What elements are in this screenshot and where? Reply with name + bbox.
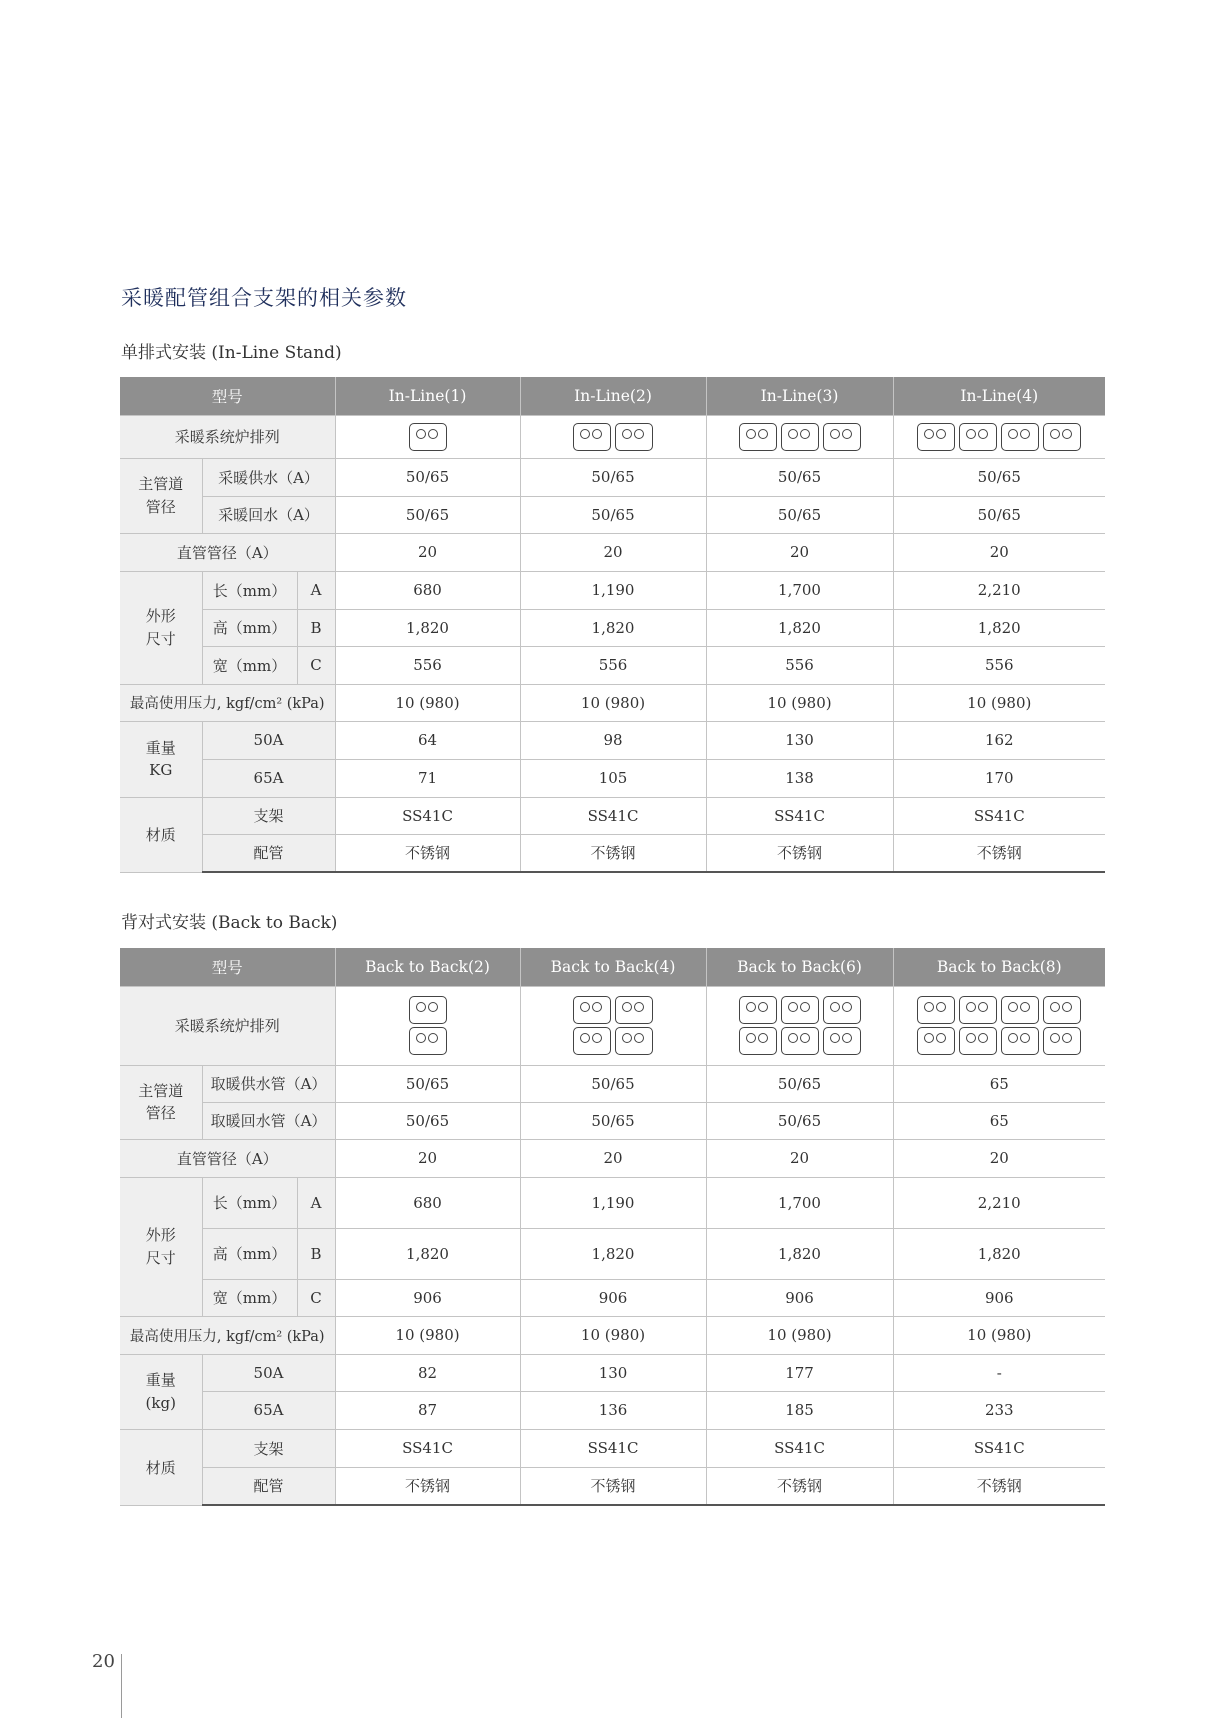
boiler-icon: [573, 1027, 611, 1055]
boiler-icon: [409, 1027, 447, 1055]
pressure-label: 最高使用压力, kgf/cm² (kPa): [120, 684, 335, 721]
boiler-row: [521, 1027, 706, 1055]
cell: 50/65: [335, 1102, 520, 1139]
cell: 87: [335, 1391, 520, 1429]
model-col: In-Line(2): [520, 377, 706, 415]
w50-label: 50A: [202, 1354, 335, 1391]
pressure-label: 最高使用压力, kgf/cm² (kPa): [120, 1316, 335, 1354]
cell: 98: [520, 721, 706, 759]
boiler-arrangement: [335, 415, 520, 458]
boiler-icon: [823, 1027, 861, 1055]
cell: 50/65: [893, 458, 1105, 496]
frame-label: 支架: [202, 797, 335, 834]
return-label: 取暖回水管（A）: [202, 1102, 335, 1139]
cell: 680: [335, 571, 520, 609]
width-code: C: [297, 1279, 335, 1316]
cell: 不锈钢: [335, 834, 520, 872]
model-col: Back to Back(8): [893, 948, 1105, 986]
boiler-icon: [823, 996, 861, 1024]
boiler-icon: [1001, 423, 1039, 451]
model-col: In-Line(3): [706, 377, 893, 415]
cell: 177: [706, 1354, 893, 1391]
cell: 1,820: [520, 1228, 706, 1279]
page-title: 采暖配管组合支架的相关参数: [121, 286, 407, 310]
boiler-arrangement: [520, 415, 706, 458]
boiler-icon: [959, 1027, 997, 1055]
cell: 906: [706, 1279, 893, 1316]
cell: 50/65: [706, 1065, 893, 1102]
cell: 20: [335, 1139, 520, 1177]
cell: 不锈钢: [520, 1467, 706, 1505]
model-col: In-Line(4): [893, 377, 1105, 415]
back-to-back-section-title: 背对式安装 (Back to Back): [121, 913, 338, 933]
material-label: 材质: [120, 1429, 202, 1505]
boiler-icon: [573, 423, 611, 451]
cell: 2,210: [893, 1177, 1105, 1228]
cell: 1,820: [893, 609, 1105, 646]
w65-label: 65A: [202, 1391, 335, 1429]
boiler-arrangement: [706, 415, 893, 458]
cell: 不锈钢: [335, 1467, 520, 1505]
straight-pipe-label: 直管管径（A）: [120, 533, 335, 571]
cell: 1,700: [706, 1177, 893, 1228]
cell: 556: [520, 646, 706, 684]
cell: 556: [706, 646, 893, 684]
boiler-icon: [917, 423, 955, 451]
cell: 10 (980): [520, 1316, 706, 1354]
length-code: A: [297, 1177, 335, 1228]
boiler-icon: [615, 1027, 653, 1055]
in-line-spec-table: [120, 377, 1105, 873]
w50-label: 50A: [202, 721, 335, 759]
length-code: A: [297, 571, 335, 609]
cell: 20: [893, 1139, 1105, 1177]
cell: SS41C: [706, 1429, 893, 1467]
cell: 20: [520, 1139, 706, 1177]
boiler-icon: [1043, 996, 1081, 1024]
in-line-section-title: 单排式安装 (In-Line Stand): [121, 343, 342, 363]
cell: 105: [520, 759, 706, 797]
cell: 556: [335, 646, 520, 684]
cell: SS41C: [520, 797, 706, 834]
cell: 1,700: [706, 571, 893, 609]
width-label: 宽（mm）: [202, 646, 297, 684]
cell: 50/65: [335, 1065, 520, 1102]
boiler-icon: [739, 423, 777, 451]
cell: SS41C: [706, 797, 893, 834]
cell: 50/65: [520, 458, 706, 496]
cell: 71: [335, 759, 520, 797]
height-label: 高（mm）: [202, 609, 297, 646]
cell: SS41C: [335, 797, 520, 834]
straight-pipe-label: 直管管径（A）: [120, 1139, 335, 1177]
height-code: B: [297, 1228, 335, 1279]
boiler-icon: [409, 996, 447, 1024]
cell: 1,820: [706, 609, 893, 646]
cell: -: [893, 1354, 1105, 1391]
cell: 50/65: [335, 496, 520, 533]
cell: 10 (980): [335, 1316, 520, 1354]
cell: SS41C: [520, 1429, 706, 1467]
supply-label: 采暖供水（A）: [202, 458, 335, 496]
material-label: 材质: [120, 797, 202, 872]
dimension-label: 外形 尺寸: [120, 571, 202, 684]
boiler-icon: [1043, 1027, 1081, 1055]
boiler-row: [521, 423, 706, 451]
boiler-icon: [917, 1027, 955, 1055]
cell: SS41C: [893, 1429, 1105, 1467]
boiler-row: [707, 423, 893, 451]
cell: 不锈钢: [893, 1467, 1105, 1505]
model-col: Back to Back(6): [706, 948, 893, 986]
cell: 20: [893, 533, 1105, 571]
boiler-icon: [615, 423, 653, 451]
model-header: 型号: [120, 948, 335, 986]
cell: 64: [335, 721, 520, 759]
arrangement-label: 采暖系统炉排列: [120, 986, 335, 1065]
cell: 20: [520, 533, 706, 571]
cell: 10 (980): [706, 1316, 893, 1354]
boiler-arrangement: [893, 415, 1105, 458]
cell: 10 (980): [893, 684, 1105, 721]
boiler-icon: [781, 996, 819, 1024]
cell: 20: [706, 533, 893, 571]
cell: 906: [893, 1279, 1105, 1316]
cell: 不锈钢: [520, 834, 706, 872]
boiler-icon: [823, 423, 861, 451]
cell: 50/65: [520, 1102, 706, 1139]
cell: 50/65: [520, 1065, 706, 1102]
model-header: 型号: [120, 377, 335, 415]
cell: 50/65: [706, 458, 893, 496]
weight-label: 重量 KG: [120, 721, 202, 797]
cell: 906: [520, 1279, 706, 1316]
page-number: 20: [92, 1651, 115, 1672]
boiler-row: [707, 996, 893, 1024]
boiler-icon: [573, 996, 611, 1024]
cell: 20: [706, 1139, 893, 1177]
back-to-back-spec-table: [120, 948, 1105, 1506]
arrangement-label: 采暖系统炉排列: [120, 415, 335, 458]
length-label: 长（mm）: [202, 571, 297, 609]
boiler-arrangement: [520, 986, 706, 1065]
cell: 1,820: [335, 609, 520, 646]
cell: 不锈钢: [706, 834, 893, 872]
boiler-icon: [739, 996, 777, 1024]
boiler-row: [894, 996, 1106, 1024]
width-code: C: [297, 646, 335, 684]
boiler-icon: [781, 1027, 819, 1055]
return-label: 采暖回水（A）: [202, 496, 335, 533]
w65-label: 65A: [202, 759, 335, 797]
cell: 不锈钢: [893, 834, 1105, 872]
cell: 82: [335, 1354, 520, 1391]
boiler-icon: [409, 423, 447, 451]
cell: 20: [335, 533, 520, 571]
cell: 1,820: [520, 609, 706, 646]
boiler-icon: [959, 996, 997, 1024]
boiler-icon: [1001, 1027, 1039, 1055]
boiler-icon: [739, 1027, 777, 1055]
width-label: 宽（mm）: [202, 1279, 297, 1316]
boiler-row: [894, 423, 1106, 451]
cell: 170: [893, 759, 1105, 797]
supply-label: 取暖供水管（A）: [202, 1065, 335, 1102]
cell: 130: [520, 1354, 706, 1391]
dimension-label: 外形 尺寸: [120, 1177, 202, 1316]
boiler-row: [707, 1027, 893, 1055]
cell: 50/65: [706, 496, 893, 533]
cell: 50/65: [706, 1102, 893, 1139]
boiler-row: [336, 423, 520, 451]
cell: SS41C: [893, 797, 1105, 834]
boiler-arrangement: [335, 986, 520, 1065]
cell: 不锈钢: [706, 1467, 893, 1505]
cell: 906: [335, 1279, 520, 1316]
cell: 50/65: [893, 496, 1105, 533]
piping-label: 配管: [202, 834, 335, 872]
boiler-icon: [615, 996, 653, 1024]
cell: 130: [706, 721, 893, 759]
height-label: 高（mm）: [202, 1228, 297, 1279]
piping-label: 配管: [202, 1467, 335, 1505]
cell: 50/65: [335, 458, 520, 496]
boiler-row: [336, 1027, 520, 1055]
cell: 136: [520, 1391, 706, 1429]
page-divider: [121, 1654, 122, 1718]
cell: 10 (980): [520, 684, 706, 721]
cell: 65: [893, 1102, 1105, 1139]
cell: 10 (980): [335, 684, 520, 721]
cell: 1,820: [706, 1228, 893, 1279]
boiler-icon: [959, 423, 997, 451]
model-col: Back to Back(2): [335, 948, 520, 986]
cell: 138: [706, 759, 893, 797]
frame-label: 支架: [202, 1429, 335, 1467]
cell: 680: [335, 1177, 520, 1228]
cell: 1,820: [893, 1228, 1105, 1279]
cell: 1,820: [335, 1228, 520, 1279]
cell: SS41C: [335, 1429, 520, 1467]
boiler-row: [336, 996, 520, 1024]
main-pipe-label: 主管道 管径: [120, 458, 202, 533]
boiler-icon: [781, 423, 819, 451]
boiler-icon: [917, 996, 955, 1024]
boiler-row: [521, 996, 706, 1024]
boiler-row: [894, 1027, 1106, 1055]
model-col: In-Line(1): [335, 377, 520, 415]
boiler-icon: [1043, 423, 1081, 451]
cell: 2,210: [893, 571, 1105, 609]
model-col: Back to Back(4): [520, 948, 706, 986]
main-pipe-label: 主管道 管径: [120, 1065, 202, 1139]
cell: 65: [893, 1065, 1105, 1102]
height-code: B: [297, 609, 335, 646]
cell: 556: [893, 646, 1105, 684]
cell: 185: [706, 1391, 893, 1429]
cell: 162: [893, 721, 1105, 759]
weight-label: 重量 (kg): [120, 1354, 202, 1429]
cell: 50/65: [520, 496, 706, 533]
cell: 10 (980): [706, 684, 893, 721]
cell: 10 (980): [893, 1316, 1105, 1354]
boiler-icon: [1001, 996, 1039, 1024]
cell: 233: [893, 1391, 1105, 1429]
length-label: 长（mm）: [202, 1177, 297, 1228]
cell: 1,190: [520, 571, 706, 609]
boiler-arrangement: [893, 986, 1105, 1065]
boiler-arrangement: [706, 986, 893, 1065]
cell: 1,190: [520, 1177, 706, 1228]
